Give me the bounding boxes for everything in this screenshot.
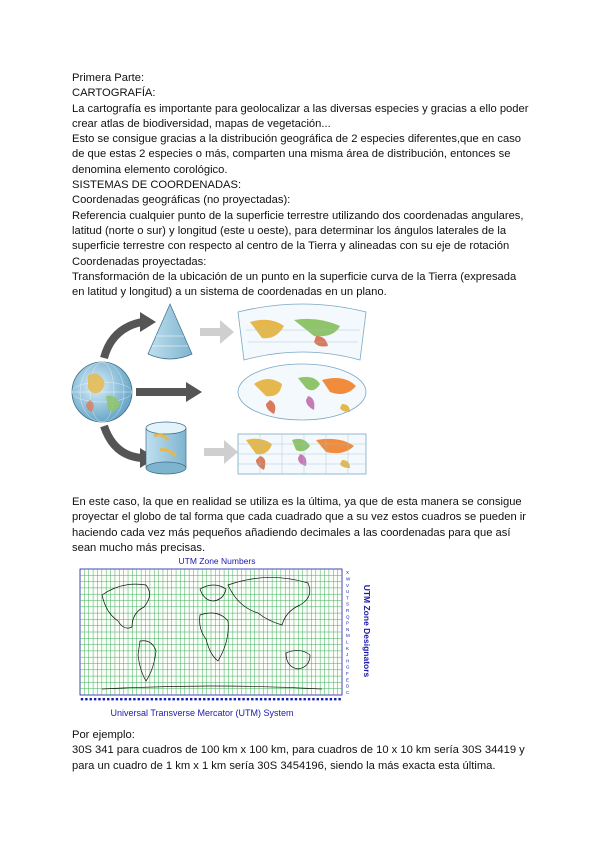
utm-zone-number-mark [90,698,92,700]
utm-grid [80,569,342,695]
utm-zone-number-mark [221,698,223,700]
text-line: Transformación de la ubicación de un punto en la superficie curva de la Tierra (expresada [72,270,517,283]
utm-zone-letter: P [346,620,350,626]
utm-zone-number-mark [107,698,109,700]
utm-zone-number-mark [238,698,240,700]
text-block-example [72,728,532,774]
utm-zone-number-mark [247,698,249,700]
conic-map [238,304,366,360]
projection-figure [70,300,370,475]
utm-zone-number-mark [273,698,275,700]
utm-zone-letter: D [346,683,350,689]
utm-zone-number-mark [225,698,227,700]
utm-zone-number-mark [186,698,188,700]
utm-zone-letter: V [346,582,350,588]
heading-cartografia: CARTOGRAFÍA: [72,87,156,100]
utm-zone-number-mark [277,698,279,700]
utm-zone-number-mark [124,698,126,700]
utm-zone-number-mark [299,698,301,700]
utm-zone-number-mark [177,698,179,700]
text-line: Referencia cualquier punto de la superficie terrestre utilizando dos coordenadas angulares, [72,209,524,222]
utm-zone-number-mark [138,698,140,700]
utm-zone-number-mark [190,698,192,700]
utm-zone-number-mark [317,698,319,700]
utm-zone-letter: M [346,633,350,639]
utm-zone-number-mark [142,698,144,700]
utm-zone-number-mark [260,698,262,700]
cone-illustration [148,304,192,359]
utm-zone-number-mark [103,698,105,700]
utm-zone-number-mark [94,698,96,700]
utm-zone-number-mark [203,698,205,700]
text-block-explanation [72,495,532,556]
utm-zone-letter: Q [346,614,350,620]
utm-zone-letter: W [346,576,351,582]
subheading-geograficas: Coordenadas geográficas (no proyectadas): [72,194,291,207]
arrow-light [200,320,234,344]
text-line: haciendo cada vez más pequeños añadiendo decimales a las coordenadas para que así [72,526,511,539]
utm-zone-number-mark [282,698,284,700]
utm-zone-designators-title: UTM Zone Designators [362,584,372,678]
arrow-light [204,440,238,464]
utm-zone-number-mark [199,698,201,700]
utm-zone-number-mark [168,698,170,700]
text-line: sean mucho más precisas. [72,541,206,554]
utm-zone-number-mark [242,698,244,700]
utm-zone-number-mark [330,698,332,700]
utm-zone-number-mark [290,698,292,700]
utm-zone-letter: F [346,670,349,676]
utm-zone-letter: T [346,595,349,601]
text-line: 30S 341 para cuadros de 100 km x 100 km, para cuadros de 10 x 10 km sería 30S 34419 y [72,744,525,757]
utm-zone-number-mark [194,698,196,700]
subheading-proyectadas: Coordenadas proyectadas: [72,255,207,268]
utm-zone-number-mark [308,698,310,700]
utm-zone-letter: S [346,601,350,607]
utm-zone-number-mark [212,698,214,700]
utm-zone-letter: N [346,626,350,632]
heading-primera-parte: Primera Parte: [72,72,145,84]
utm-zone-number-mark [129,698,131,700]
utm-zone-number-mark [321,698,323,700]
utm-zone-number-mark [85,698,87,700]
utm-zone-number-mark [155,698,157,700]
utm-zone-letter: X [346,570,350,576]
utm-zone-number-mark [146,698,148,700]
text-line: para un cuadro de 1 km x 1 km sería 30S 3454196, siendo la más exacta esta última. [72,759,496,772]
text-line: La cartografía es importante para geolocalizar a las diversas especies y gracias a ello poder [72,102,529,115]
arrow-to-cylinder [104,426,142,458]
utm-zone-number-mark [295,698,297,700]
utm-zone-number-mark [159,698,161,700]
utm-zone-number-mark [234,698,236,700]
text-line: de que estas 2 especies o más, comparten una misma área de distribución, entonces se [72,148,511,161]
utm-zone-number-mark [120,698,122,700]
text-line: proyectar el globo de tal forma que cada cuadrado que a su vez estos cuadros se pueden ir [72,511,527,524]
utm-zone-number-mark [98,698,100,700]
utm-zone-number-mark [207,698,209,700]
utm-zone-number-mark [338,698,340,700]
arrow-to-cone [104,322,142,358]
utm-zone-number-mark [312,698,314,700]
utm-zone-number-mark [325,698,327,700]
globe-illustration [72,362,132,422]
utm-zone-letter: G [346,664,350,670]
utm-zone-number-mark [286,698,288,700]
utm-zone-number-mark [229,698,231,700]
utm-zone-numbers-title: UTM Zone Numbers [178,556,256,566]
utm-zone-number-mark [216,698,218,700]
utm-zone-letter: K [346,645,350,651]
heading-por-ejemplo: Por ejemplo: [72,729,135,741]
cylindrical-map [238,434,366,474]
heading-sistemas: SISTEMAS DE COORDENADAS: [72,179,242,192]
utm-zone-number-mark [334,698,336,700]
text-line: superficie terrestre con respecto al centro de la Tierra y alineadas con su eje de rotación [72,240,510,253]
utm-zone-number-mark [151,698,153,700]
elliptical-map [238,364,366,420]
utm-zone-letter: U [346,589,350,595]
utm-zone-number-mark [173,698,175,700]
text-block-intro [72,71,532,300]
utm-zone-letter: E [346,677,350,683]
utm-zone-number-mark [251,698,253,700]
utm-zone-letter: L [346,639,349,645]
utm-zone-number-mark [116,698,118,700]
utm-zone-letter: H [346,658,350,664]
utm-zone-number-mark [264,698,266,700]
text-line: crear atlas de biodiversidad, mapas de vegetación... [72,117,331,130]
utm-zone-number-mark [181,698,183,700]
utm-zone-number-mark [81,698,83,700]
cylinder-illustration [146,422,186,474]
text-line: denomina elemento corológico. [72,163,228,176]
utm-zone-number-mark [164,698,166,700]
utm-figure [72,555,372,723]
utm-zone-number-mark [133,698,135,700]
utm-system-title: Universal Transverse Mercator (UTM) System [110,708,294,718]
text-line: Esto se consigue gracias a la distribución geográfica de 2 especies diferentes,que en caso [72,133,522,146]
utm-zone-number-mark [269,698,271,700]
utm-zone-letter: C [346,689,350,695]
text-line: latitud (norte o sur) y longitud (este u oeste), para determinar los ángulos laterales de la [72,224,507,237]
text-line: En este caso, la que en realidad se utiliza es la última, ya que de esta manera se consigue [72,496,522,508]
utm-zone-number-mark [255,698,257,700]
text-line: en latitud y longitud) a un sistema de coordenadas en un plano. [72,286,387,299]
utm-zone-letter: J [346,652,349,658]
utm-zone-number-mark [111,698,113,700]
utm-zone-letter: R [346,607,350,613]
utm-zone-number-mark [304,698,306,700]
